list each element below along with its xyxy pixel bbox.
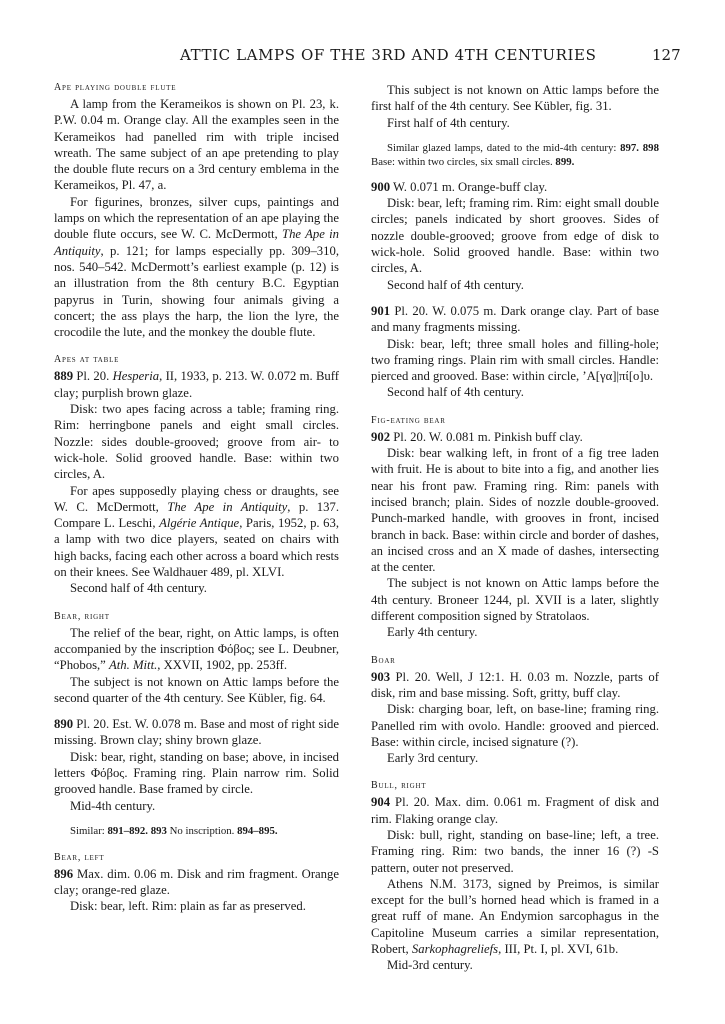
running-title: ATTIC LAMPS OF THE 3RD AND 4TH CENTURIES (180, 46, 597, 64)
entry-900: 900 W. 0.071 m. Orange-buff clay. (371, 179, 548, 194)
journal-title: Ath. Mitt. (108, 658, 158, 673)
paragraph-athens-lamp: Athens N.M. 3173, signed by Preimos, is similar except for the bull’s horned head which is framed in a great ruff of mane. An Endymion sarcophagus in the Capitoline Museum carries a similar representation, Robert, Sarkophagreliefs, III, Pt. I, pl. XVI, 61b. (371, 876, 659, 957)
entry-896: 896 Max. dim. 0.06 m. Disk and rim fragment. Orange clay; orange-red glaze. (54, 866, 339, 898)
entry-901: 901 Pl. 20. W. 0.075 m. Dark orange clay. Part of base and many fragments missing. (371, 303, 659, 335)
entry-number: 902 (371, 429, 391, 444)
journal-title: Hesperia (112, 369, 160, 384)
paragraph-ape-flute-2: For figurines, bronzes, silver cups, paintings and lamps on which the representation of an ape playing the double flute occurs, see W. C. McDermott, The Ape in Antiquity, p. 121; for lamps especially pp. 309–310, nos. 540–542. McDermott’s earliest example (p. 12) is an illustration from the 8th century B.C. Egyptian papyrus in Turin, showing four animals giving a concert; the ass plays the harp, the lion the lyre, the crocodile the lute, and the monkey the double flute. (54, 194, 339, 340)
left-column (54, 82, 339, 915)
entry-900-disk: Disk: bear, left; framing rim. Rim: eight small double circles; panels indicated by short grooves. Sides of nozzle double-grooved; groove from edge of disk to wick-hole. Solid grooved handle. Base: within two circles, A. (371, 196, 659, 276)
entry-number: 901 (371, 303, 391, 318)
entry-889-disk: Disk: two apes facing across a table; framing ring. Rim: herringbone panels and eight small circles. Nozzle: sides double-grooved; groove from air- to wick-hole. Solid grooved handle. Base: within two circles, A. (54, 402, 339, 482)
paragraph-bear-left-intro: This subject is not known on Attic lamps before the first half of the 4th century. See Kübler, fig. 31. (371, 83, 659, 114)
date-902: Early 4th century. (387, 625, 478, 640)
entry-number: 904 (371, 795, 391, 810)
entry-number: 890 (54, 717, 74, 732)
section-heading-apes-table: Apes at table (54, 354, 120, 366)
entry-901-disk: Disk: bear, left; three small holes and filling-hole; two framing rings. Plain rim with small circles. Handle: pierced and grooved. Base: within circle, ’Α[γα]|πί[ο]υ. (371, 336, 659, 384)
paragraph-apes-chess: For apes supposedly playing chess or draughts, see W. C. McDermott, The Ape in Antiquity, p. 137. Compare L. Leschi, Algérie Antique, Paris, 1952, p. 63, a lamp with two dice players, seated on chairs with high backs, facing each other across a board which rests on their knees. See Waldhauer 489, pl. XLVI. (54, 483, 340, 580)
section-heading-bear-left: Bear, left (54, 851, 105, 863)
entry-number: 900 (371, 179, 391, 194)
date-904: Mid-3rd century. (387, 958, 473, 973)
section-heading-bear-right: Bear, right (54, 610, 110, 622)
date-900: Second half of 4th century. (387, 277, 524, 292)
entry-889: 889 Pl. 20. Hesperia, II, 1933, p. 213. W. 0.072 m. Buff clay; purplish brown glaze. (54, 369, 339, 400)
entry-number: 896 (54, 866, 74, 881)
similar-897-899: Similar glazed lamps, dated to the mid-4th century: 897. 898 Base: within two circles, six small circles. 899. (371, 141, 659, 168)
section-heading-ape-flute: Ape playing double flute (54, 82, 177, 93)
entry-number: 889 (54, 369, 74, 384)
paragraph-fig-bear-subject: The subject is not known on Attic lamps before the 4th century. Broneer 1244, pl. XVII is a later, slightly different composition signed by Stratolaos. (371, 576, 659, 624)
entry-903-disk: Disk: charging boar, left, on base-line; framing ring. Panelled rim with ovolo. Handle: grooved and pierced. Base: within circle, incised signature (?). (371, 702, 659, 749)
page-number: 127 (652, 46, 681, 64)
right-column (371, 82, 659, 974)
date-889: Second half of 4th century. (70, 581, 207, 596)
paragraph-ape-flute-1: A lamp from the Kerameikos is shown on Pl. 23, k. P.W. 0.04 m. Orange clay. All the examples seen in the Kerameikos had panelled rim with triple incised wreath. The same subject of an ape pretending to play the double flute recurs on a 3rd century emblema in the Kerameikos, Pl. 47, a. (54, 97, 339, 193)
entry-904-disk: Disk: bull, right, standing on base-line; left, a tree. Framing ring. Rim: two bands, the inner 16 (?) -S pattern, outer not preserved. (371, 827, 659, 875)
section-heading-boar: Boar (371, 654, 396, 666)
date-901: Second half of 4th century. (387, 385, 524, 400)
running-header (0, 46, 725, 66)
date-bear-left-intro: First half of 4th century. (387, 115, 510, 130)
date-890: Mid-4th century. (70, 798, 156, 813)
entry-890-disk: Disk: bear, right, standing on base; above, in incised letters Φόβος. Framing ring. Plain narrow rim. Solid grooved handle. Base framed by circle. (54, 749, 339, 797)
paragraph-bear-right-1: The relief of the bear, right, on Attic lamps, is often accompanied by the inscription Φόβος; see L. Deubner, “Phobos,” Ath. Mitt., XXVII, 1902, pp. 253ff. (54, 625, 339, 673)
date-903: Early 3rd century. (387, 751, 479, 766)
book-title: The Ape in Antiquity (167, 499, 288, 514)
entry-890: 890 Pl. 20. Est. W. 0.078 m. Base and most of right side missing. Brown clay; shiny brown glaze. (54, 717, 339, 748)
paragraph-bear-right-2: The subject is not known on Attic lamps before the second quarter of the 4th century. See Kübler, fig. 64. (54, 674, 339, 705)
entry-903: 903 Pl. 20. Well, J 12:1. H. 0.03 m. Nozzle, parts of disk, rim and base missing. Soft, gritty, buff clay. (371, 669, 659, 700)
book-title: Algérie Antique (159, 516, 240, 531)
entry-904: 904 Pl. 20. Max. dim. 0.061 m. Fragment of disk and rim. Flaking orange clay. (371, 795, 659, 826)
entry-902: 902 Pl. 20. W. 0.081 m. Pinkish buff clay. (371, 429, 583, 444)
book-title: Sarkophagreliefs (411, 942, 499, 957)
entry-896-disk: Disk: bear, left. Rim: plain as far as preserved. (70, 899, 306, 914)
section-heading-fig-bear: Fig-eating bear (371, 414, 446, 426)
entry-number: 903 (371, 669, 391, 684)
similar-891-895: Similar: 891–892. 893 No inscription. 894–895. (70, 824, 278, 837)
entry-902-disk: Disk: bear walking left, in front of a fig tree laden with fruit. He is about to bite into a fig, and another lies near his front paw. Framing ring. Rim: panels with incised branch; plain. Sides of nozzle double-grooved. Punch-marked handle, with grooves in front, incised branch in back. Base: within circle and border of dashes, an incised cross and an X made of dashes, intersecting at the center. (371, 446, 659, 575)
book-title: The Ape in Antiquity (54, 227, 339, 258)
section-heading-bull: Bull, right (371, 780, 427, 792)
